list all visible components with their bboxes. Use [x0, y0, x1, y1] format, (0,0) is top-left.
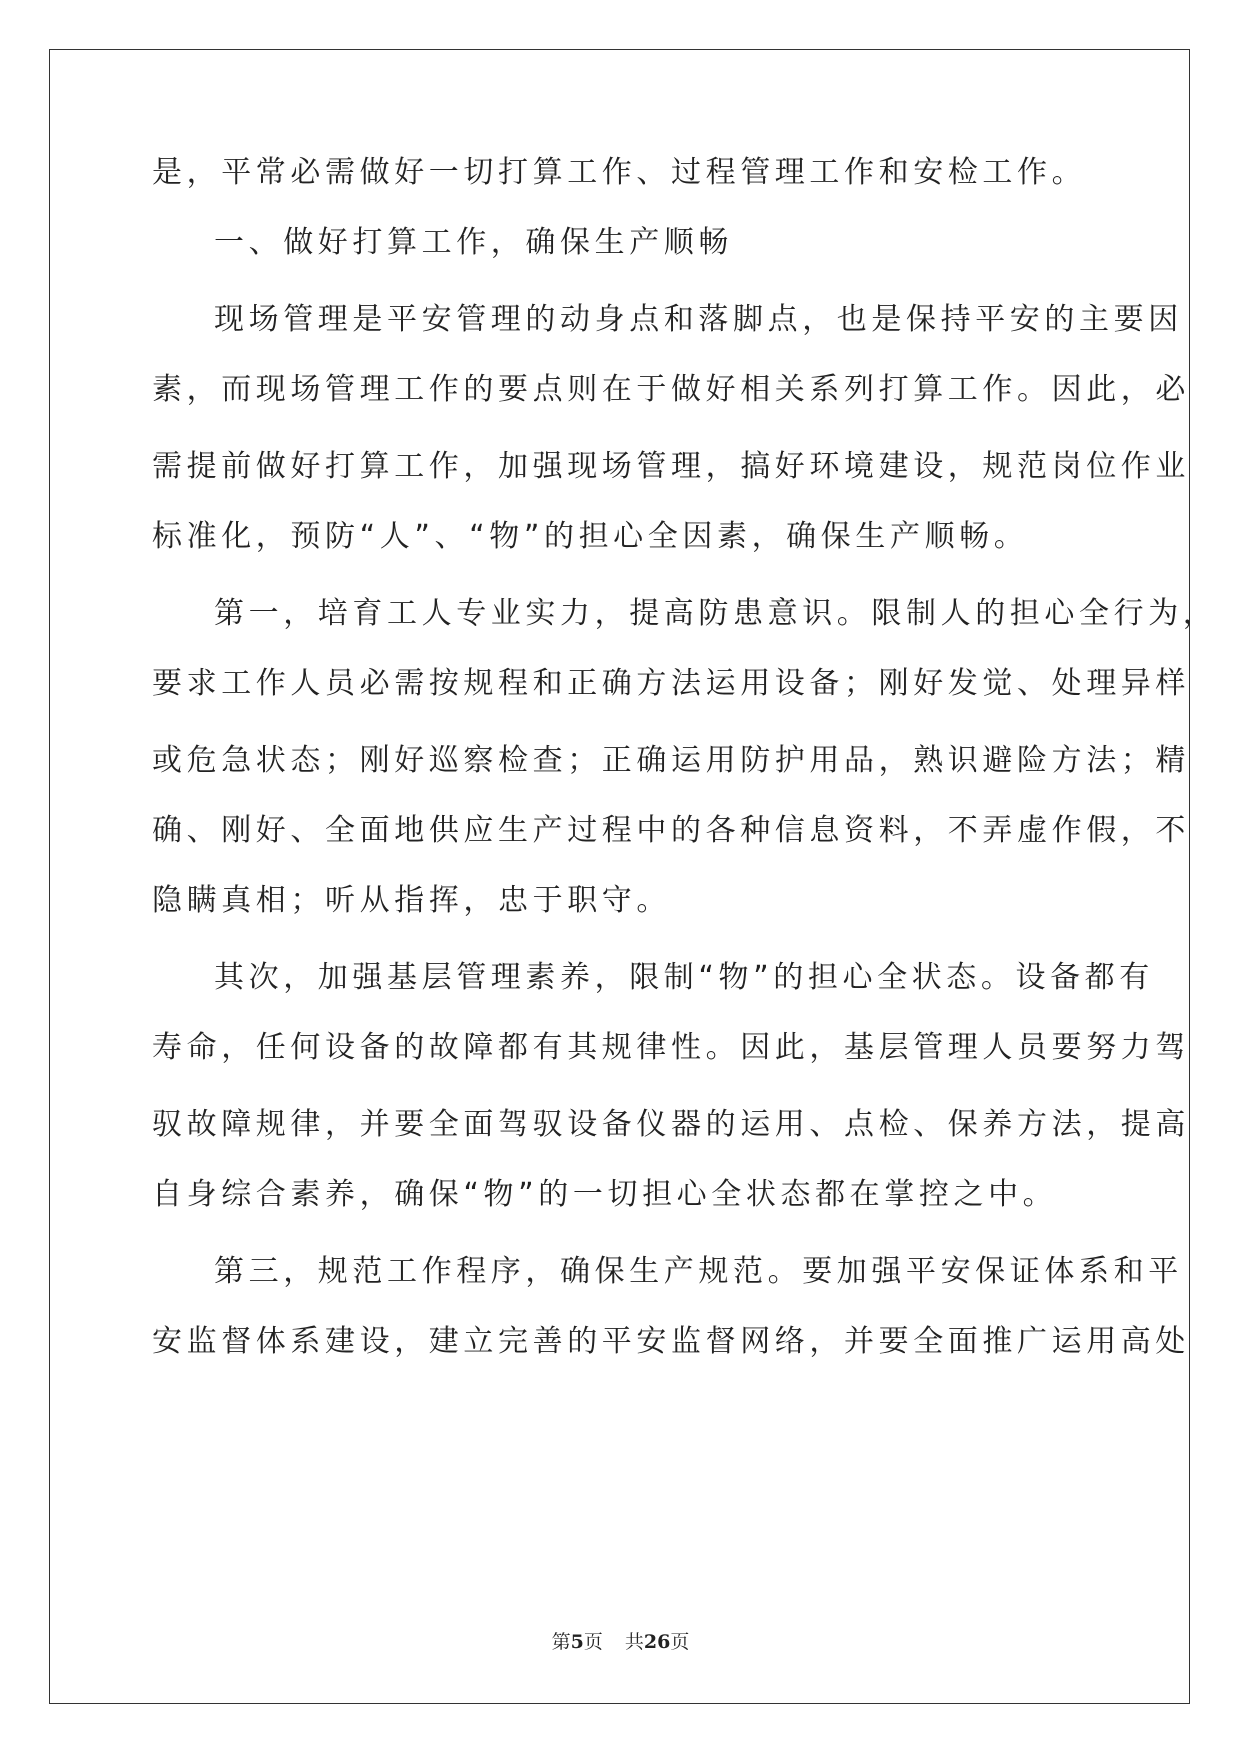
text-line: 驭故障规律，并要全面驾驭设备仪器的运用、点检、保养方法，提高: [152, 1107, 1190, 1142]
text-line: 现场管理是平安管理的动身点和落脚点，也是保持平安的主要因: [214, 302, 1183, 337]
text-line: 第三，规范工作程序，确保生产规范。要加强平安保证体系和平: [214, 1254, 1183, 1289]
total-pages: 26: [643, 1631, 671, 1653]
text-line: 或危急状态；刚好巡察检查；正确运用防护用品，熟识避险方法；精: [152, 743, 1190, 778]
text-line: 隐瞒真相；听从指挥，忠于职守。: [152, 883, 671, 918]
text-line: 安监督体系建设，建立完善的平安监督网络，并要全面推广运用高处: [152, 1324, 1190, 1359]
section-heading: 一、做好打算工作，确保生产顺畅: [214, 225, 733, 260]
page-suffix: 页: [583, 1631, 603, 1653]
page-number: 5: [570, 1631, 584, 1653]
total-prefix: 共: [624, 1631, 644, 1653]
text-line: 需提前做好打算工作，加强现场管理，搞好环境建设，规范岗位作业: [152, 449, 1190, 484]
text-line: 其次，加强基层管理素养，限制“物”的担心全状态。设备都有: [214, 960, 1154, 995]
text-line: 确、刚好、全面地供应生产过程中的各种信息资料，不弄虚作假，不: [152, 813, 1190, 848]
page-border: [49, 49, 1190, 1704]
page-prefix: 第: [551, 1631, 571, 1653]
text-line: 标准化，预防“人”、“物”的担心全因素，确保生产顺畅。: [152, 519, 1029, 554]
text-line: 是，平常必需做好一切打算工作、过程管理工作和安检工作。: [152, 155, 1087, 190]
text-line: 要求工作人员必需按规程和正确方法运用设备；刚好发觉、处理异样: [152, 666, 1190, 701]
page-footer: [0, 1627, 1241, 1654]
text-line: 寿命，任何设备的故障都有其规律性。因此，基层管理人员要努力驾: [152, 1030, 1190, 1065]
text-line: 素，而现场管理工作的要点则在于做好相关系列打算工作。因此，必: [152, 372, 1190, 407]
text-line: 第一，培育工人专业实力，提高防患意识。限制人的担心全行为，: [214, 596, 1218, 631]
total-suffix: 页: [670, 1631, 690, 1653]
text-line: 自身综合素养，确保“物”的一切担心全状态都在掌控之中。: [152, 1177, 1058, 1212]
